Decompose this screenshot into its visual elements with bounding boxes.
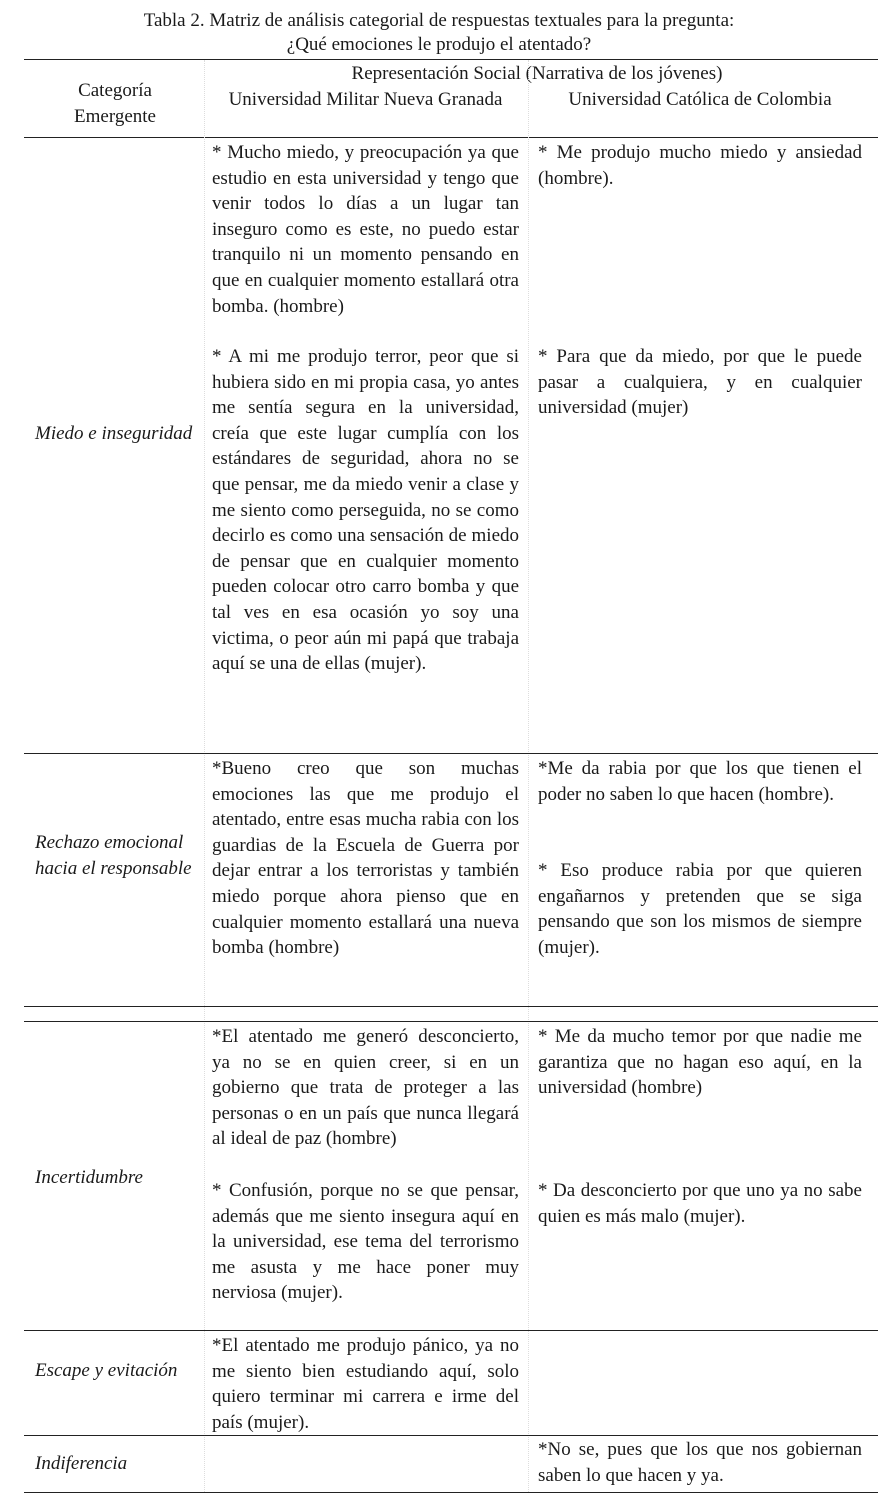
bottom-rule [24, 1492, 878, 1493]
header-group: Representación Social (Narrativa de los jóvenes) [351, 63, 723, 84]
category-cell: Escape y evitación [35, 1360, 178, 1381]
response-cell: * Da desconcierto por que uno ya no sabe quien es más malo (mujer). [538, 1180, 862, 1227]
response-cell: *El atentado me produjo pánico, ya no me siento bien estudiando aquí, solo quiero terminar mi carrera e irme del país (mujer). [212, 1335, 519, 1433]
response-cell: * Eso produce rabia por que quieren engañarnos y pretenden que se siga pensando que son los mismos de siempre (mujer). [538, 860, 862, 958]
top-rule [24, 59, 878, 60]
row-rule [24, 1006, 878, 1007]
header-rule [24, 137, 878, 138]
header-category: Categoría Emergente [74, 80, 156, 127]
header-umng: Universidad Militar Nueva Granada [228, 89, 503, 110]
table-question: ¿Qué emociones le produjo el atentado? [286, 34, 592, 55]
response-cell: *El atentado me generó desconcierto, ya no se en quien creer, si en un gobierno que trata de proteger a las personas o en un país que nunca llegará al ideal de paz (hombre) [212, 1026, 519, 1150]
column-divider [528, 60, 529, 1492]
row-rule [24, 753, 878, 754]
response-cell: * Confusión, porque no se que pensar, además que me siento insegura aquí en la universidad, ese tema del terrorismo me asusta y me hace poner muy nerviosa (mujer). [212, 1180, 519, 1304]
table-title: Tabla 2. Matriz de análisis categorial de respuestas textuales para la pregunta: [143, 10, 735, 31]
response-cell: * Mucho miedo, y preocupación ya que estudio en esta universidad y tengo que venir todos lo días a un lugar tan inseguro como es este, no puedo estar tranquilo ni un momento pensando en que en cualquier momento estallará otra bomba. (hombre) [212, 142, 519, 317]
response-cell: *Me da rabia por que los que tienen el poder no saben lo que hacen (hombre). [538, 758, 862, 805]
response-cell: * Para que da miedo, por que le puede pasar a cualquiera, y en cualquier universidad (mujer) [538, 346, 862, 419]
category-cell: Miedo e inseguridad [35, 423, 193, 444]
row-rule [24, 1021, 878, 1022]
response-cell: * Me da mucho temor por que nadie me garantiza que no hagan eso aquí, en la universidad (hombre) [538, 1026, 862, 1099]
response-cell: *Bueno creo que son muchas emociones las que me produjo el atentado, entre esas mucha rabia con los guardias de la Escuela de Guerra por dejar entrar a los terroristas y también miedo porque ahora pienso que en cualquier momento estallará una nueva bomba (hombre) [212, 758, 519, 959]
category-cell: Incertidumbre [35, 1167, 143, 1188]
response-cell: * Me produjo mucho miedo y ansiedad (hombre). [538, 142, 862, 189]
category-cell: Rechazo emocional hacia el responsable [35, 832, 192, 879]
header-ucc: Universidad Católica de Colombia [568, 89, 832, 110]
column-divider [204, 60, 205, 1492]
response-cell: *No se, pues que los que nos gobiernan saben lo que hacen y ya. [538, 1439, 862, 1486]
row-rule [24, 1435, 878, 1436]
row-rule [24, 1330, 878, 1331]
response-cell: * A mi me produjo terror, peor que si hubiera sido en mi propia casa, yo antes me sentía segura en la universidad, creía que este lugar cumplía con los estándares de seguridad, ahora no se que pensar, me da miedo venir a clase y me siento como perseguida, no se como decirlo es como una sensación de miedo de pensar que en cualquier momento pueden colocar otro carro bomba y que tal ves en esa ocasión yo soy una victima, o peor aún mi papá que trabaja aquí se una de ellas (mujer). [212, 346, 519, 675]
category-cell: Indiferencia [35, 1453, 128, 1474]
